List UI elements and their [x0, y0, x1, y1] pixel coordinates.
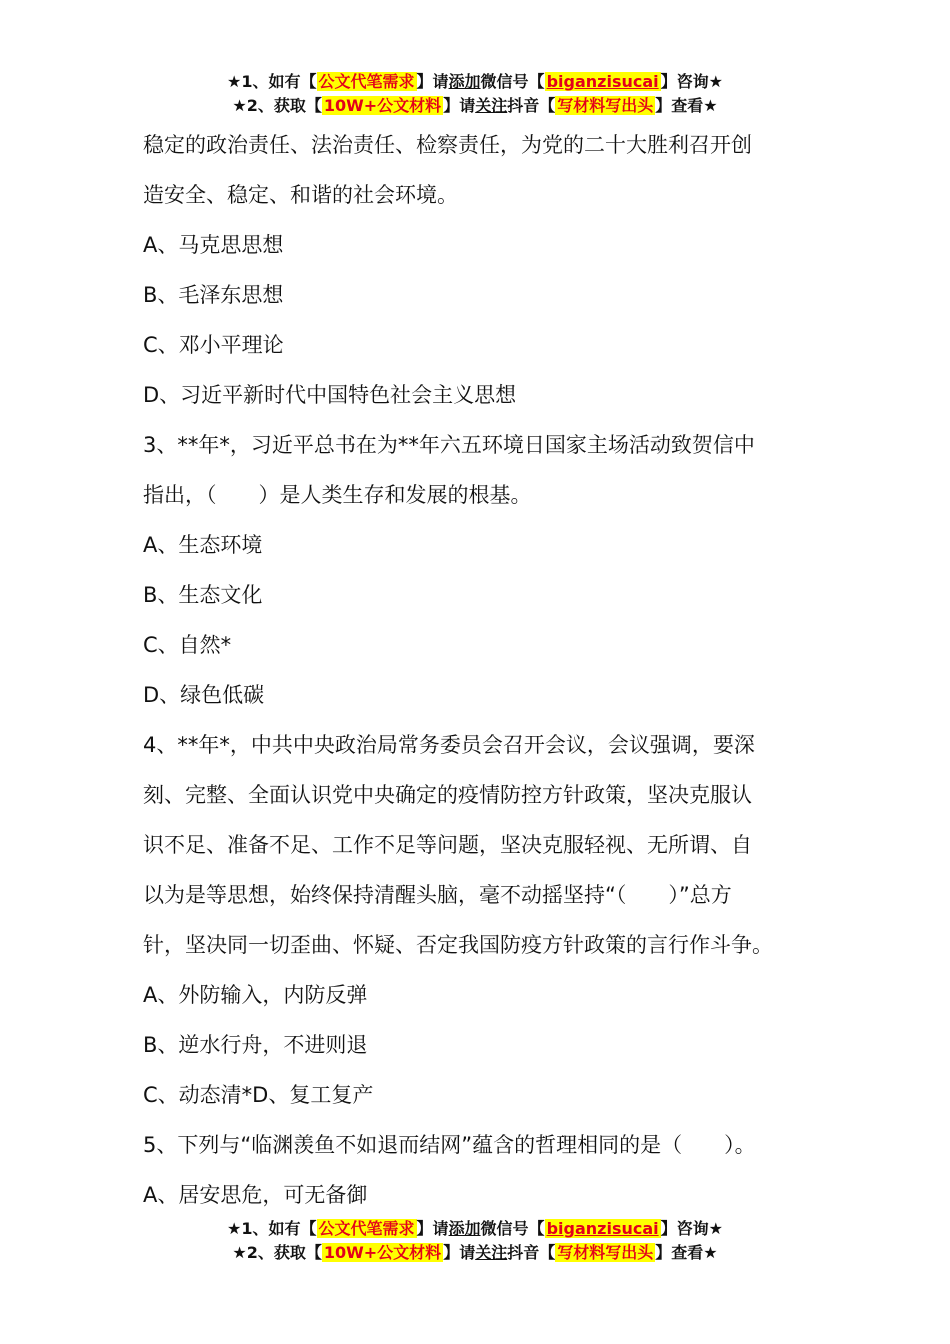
option-line: C、邓小平理论: [143, 333, 284, 357]
banner-text: 】请: [416, 1219, 449, 1238]
banner-text: 】咨询★: [660, 1219, 723, 1238]
question-line: 4、**年*，中共中央政治局常务委员会召开会议，会议强调，要深: [143, 733, 755, 757]
banner-text: ★1、如有【: [227, 72, 317, 91]
banner-text: 微信号【: [480, 72, 545, 91]
option-line: A、外防输入，内防反弹: [143, 983, 368, 1007]
banner-text: 】请: [443, 1243, 476, 1262]
question-line: 指出，（ ）是人类生存和发展的根基。: [143, 483, 532, 507]
banner-wechat-id: biganzisucai: [546, 72, 659, 91]
option-line: A、居安思危，可无备御: [143, 1183, 368, 1207]
banner-text: ★2、获取【: [232, 96, 322, 115]
footer-banner-line-2: [0, 1241, 950, 1265]
banner-text: 微信号【: [480, 1219, 545, 1238]
body-line: 稳定的政治责任、法治责任、检察责任，为党的二十大胜利召开创: [143, 133, 752, 157]
header-banner: [0, 70, 950, 118]
body-line: 造安全、稳定、和谐的社会环境。: [143, 183, 458, 207]
option-line: B、逆水行舟，不进则退: [143, 1033, 368, 1057]
banner-text: 】咨询★: [660, 72, 723, 91]
option-line: B、生态文化: [143, 583, 263, 607]
option-line: A、马克思思想: [143, 233, 284, 257]
question-line: 5、下列与“临渊羡鱼不如退而结网”蕴含的哲理相同的是（ ）。: [143, 1133, 756, 1157]
option-line: D、绿色低碳: [143, 683, 265, 707]
question-line: 刻、完整、全面认识党中央确定的疫情防控方针政策，坚决克服认: [143, 783, 752, 807]
question-line: 识不足、准备不足、工作不足等问题，坚决克服轻视、无所谓、自: [143, 833, 752, 857]
banner-highlight: 写材料写出头: [557, 96, 654, 115]
footer-banner-line-1: [0, 1217, 950, 1241]
banner-emphasis: 关注: [475, 96, 508, 115]
option-line: A、生态环境: [143, 533, 263, 557]
option-line: D、习近平新时代中国特色社会主义思想: [143, 383, 517, 407]
banner-text: 抖音【: [507, 1243, 556, 1262]
option-line: C、自然*: [143, 633, 232, 657]
banner-text: 】查看★: [655, 96, 718, 115]
banner-highlight: 公文代笔需求: [318, 72, 415, 91]
question-line: 3、**年*，习近平总书在为**年六五环境日国家主场活动致贺信中: [143, 433, 755, 457]
banner-text: 】请: [443, 96, 476, 115]
banner-text: 】请: [416, 72, 449, 91]
banner-highlight: 公文代笔需求: [318, 1219, 415, 1238]
banner-highlight: 10W+公文材料: [323, 96, 442, 115]
banner-emphasis: 关注: [475, 1243, 508, 1262]
footer-banner: [0, 1217, 950, 1265]
header-banner-line-2: [0, 94, 950, 118]
option-line: B、毛泽东思想: [143, 283, 284, 307]
banner-highlight: 写材料写出头: [557, 1243, 654, 1262]
banner-text: 】查看★: [655, 1243, 718, 1262]
banner-text: 抖音【: [507, 96, 556, 115]
document-body: [143, 120, 813, 1220]
banner-emphasis: 添加: [448, 1219, 481, 1238]
banner-highlight: 10W+公文材料: [323, 1243, 442, 1262]
option-line: C、动态清*D、复工复产: [143, 1083, 374, 1107]
header-banner-line-1: [0, 70, 950, 94]
question-line: 针，坚决同一切歪曲、怀疑、否定我国防疫方针政策的言行作斗争。: [143, 933, 773, 957]
banner-text: ★1、如有【: [227, 1219, 317, 1238]
question-line: 以为是等思想，始终保持清醒头脑，毫不动摇坚持“（ ）”总方: [143, 883, 732, 907]
banner-text: ★2、获取【: [232, 1243, 322, 1262]
banner-wechat-id: biganzisucai: [546, 1219, 659, 1238]
banner-emphasis: 添加: [448, 72, 481, 91]
